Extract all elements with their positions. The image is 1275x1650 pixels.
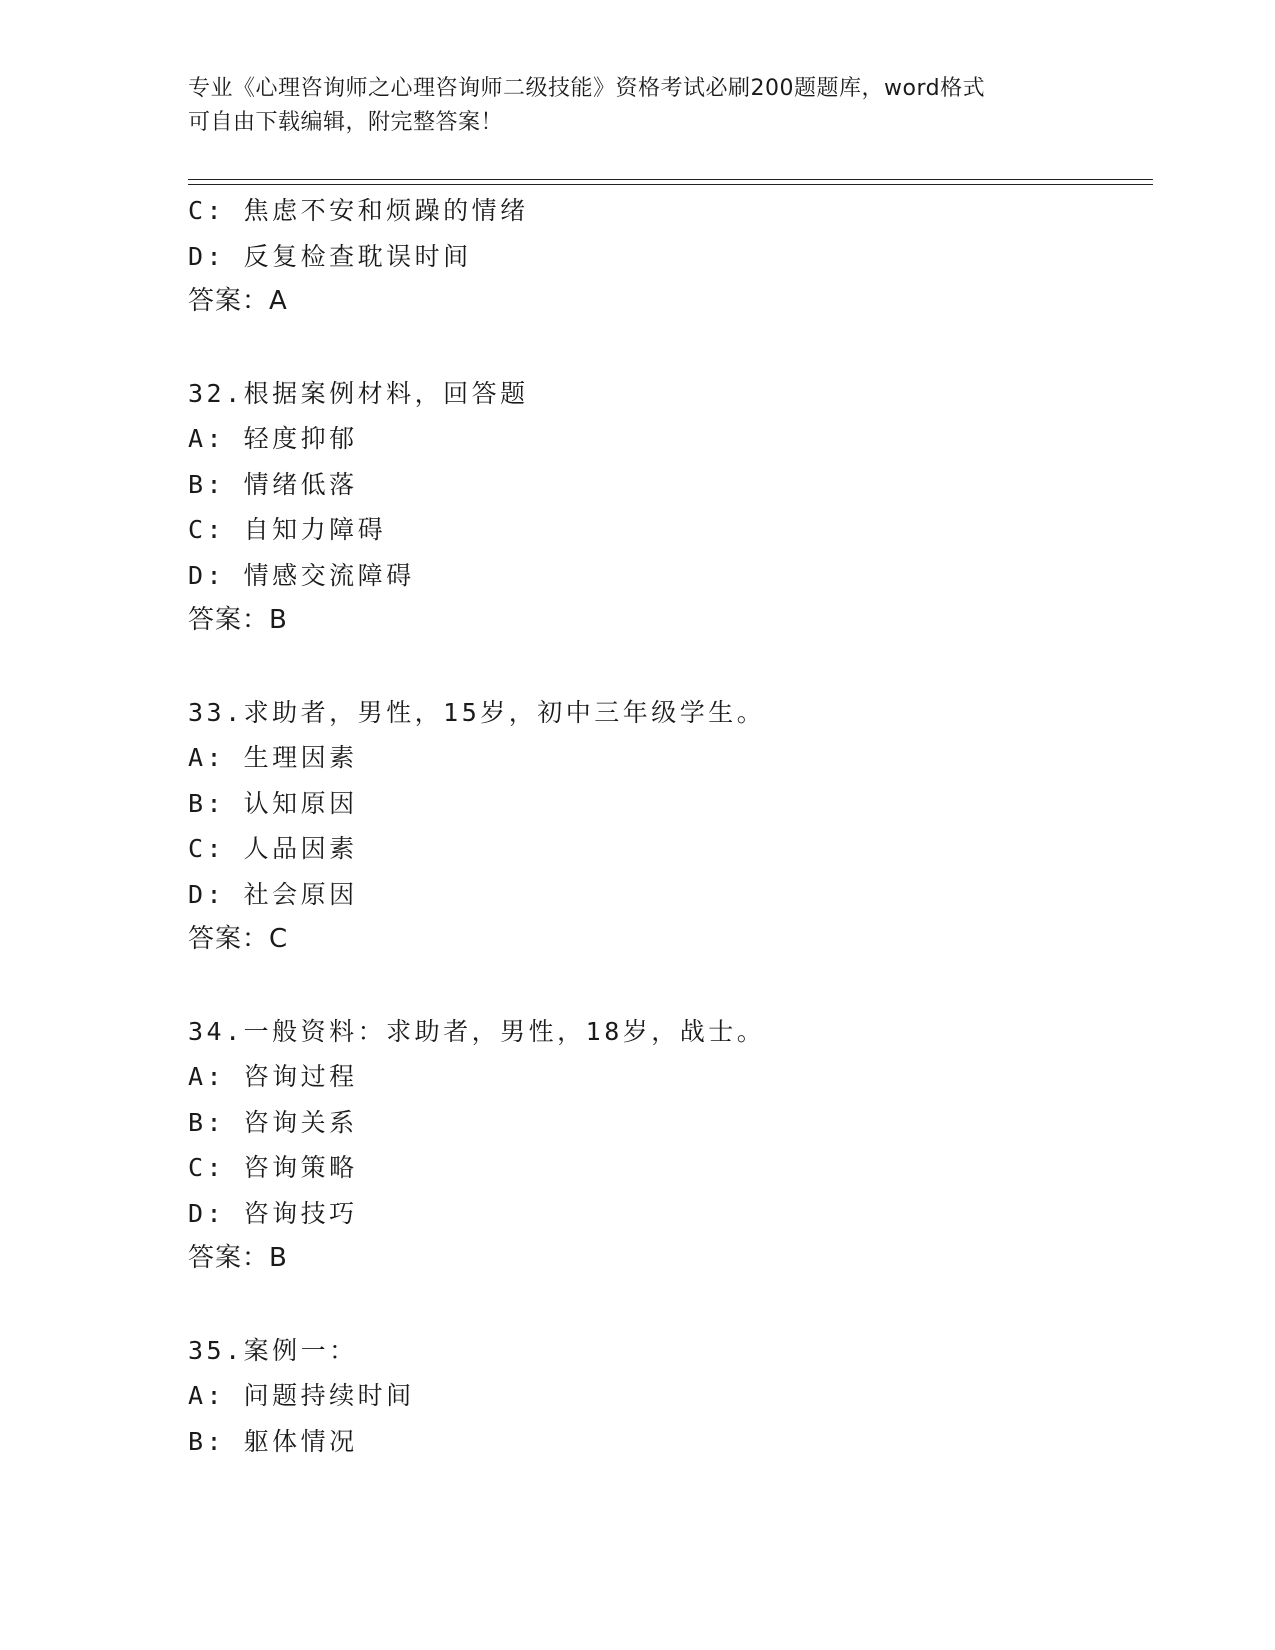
header-title-line-2: 可自由下载编辑，附完整答案！ <box>188 110 504 135</box>
option-a: A: 咨询过程 <box>188 1062 358 1091</box>
option-b: B: 咨询关系 <box>188 1107 358 1137</box>
option-d: D: 社会原因 <box>188 879 358 909</box>
option-c: C: 焦虑不安和烦躁的情绪 <box>188 196 529 225</box>
option-b: B: 情绪低落 <box>188 469 358 499</box>
answer-label: 答案：B <box>188 605 288 635</box>
option-b: B: 认知原因 <box>188 788 358 818</box>
question-list <box>188 188 1148 1464</box>
header-title-line-1: 专业《心理咨询师之心理咨询师二级技能》资格考试必刷200题题库，word格式 <box>188 76 986 101</box>
question-32 <box>188 371 1148 644</box>
question-stem: 33.求助者，男性，15岁，初中三年级学生。 <box>188 697 766 727</box>
question-31-continued <box>188 188 1148 325</box>
answer-label: 答案：B <box>188 1243 288 1273</box>
option-b: B: 躯体情况 <box>188 1426 358 1456</box>
question-33 <box>188 690 1148 963</box>
answer-label: 答案：A <box>188 286 288 316</box>
option-d: D: 咨询技巧 <box>188 1198 358 1228</box>
answer-label: 答案：C <box>188 924 289 954</box>
option-c: C: 自知力障碍 <box>188 515 387 544</box>
question-34 <box>188 1009 1148 1282</box>
header-divider-bottom <box>188 184 1153 185</box>
document-header <box>188 72 1088 140</box>
question-stem: 35.案例一： <box>188 1335 358 1365</box>
option-d: D: 情感交流障碍 <box>188 560 415 590</box>
option-a: A: 生理因素 <box>188 743 358 772</box>
question-stem: 32.根据案例材料，回答题 <box>188 378 529 408</box>
question-35 <box>188 1328 1148 1465</box>
header-divider-top <box>188 179 1153 180</box>
option-c: C: 咨询策略 <box>188 1153 358 1182</box>
option-d: D: 反复检查耽误时间 <box>188 241 472 271</box>
question-stem: 34.一般资料：求助者，男性，18岁，战士。 <box>188 1016 766 1046</box>
option-c: C: 人品因素 <box>188 834 358 863</box>
option-a: A: 轻度抑郁 <box>188 424 358 453</box>
option-a: A: 问题持续时间 <box>188 1381 415 1410</box>
